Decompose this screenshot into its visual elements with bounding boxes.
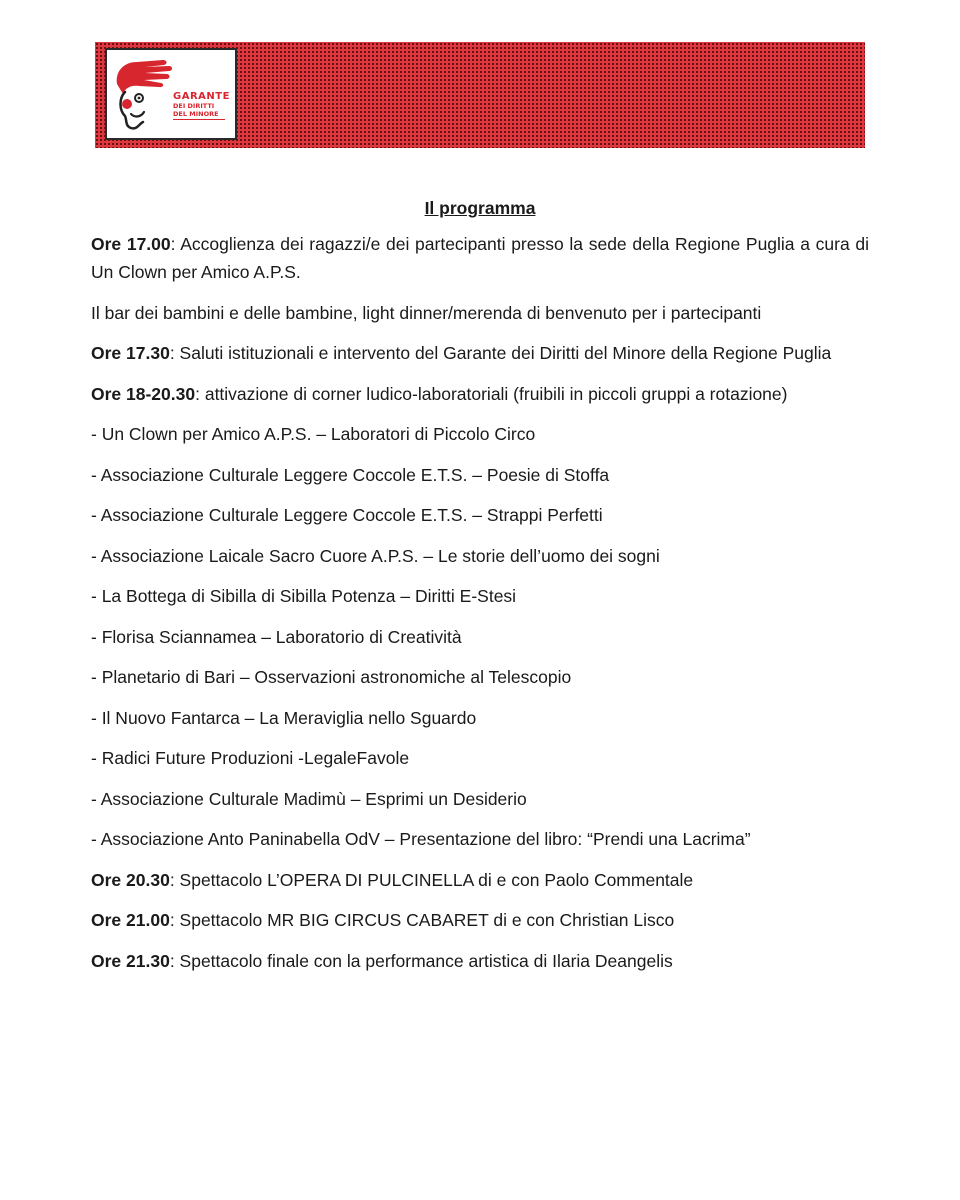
entry-text: : Spettacolo finale con la performance artistica di Ilaria Deangelis [169, 950, 673, 971]
logo-wordmark [173, 92, 237, 120]
entry-1700 [91, 230, 869, 286]
program-content [91, 194, 869, 987]
activity-item: - Un Clown per Amico A.P.S. – Laboratori di Piccolo Circo [91, 424, 536, 444]
entry-time: Ore 21.30 [91, 950, 170, 971]
activity-item: - Il Nuovo Fantarca – La Meraviglia nello Sguardo [91, 707, 477, 728]
entry-2100 [91, 906, 869, 934]
entry-time: Ore 18-20.30 [91, 383, 196, 404]
activity-item: - Associazione Laicale Sacro Cuore A.P.S. – Le storie dell’uomo dei sogni [91, 545, 660, 566]
entry-text: : Spettacolo MR BIG CIRCUS CABARET di e con Christian Lisco [169, 910, 675, 930]
activity-item: - Radici Future Produzioni -LegaleFavole [91, 748, 410, 768]
entry-bar [91, 299, 869, 327]
entry-time: Ore 21.00 [91, 910, 170, 930]
activity-item: - Associazione Culturale Leggere Coccole E.T.S. – Strappi Perfetti [91, 505, 603, 525]
entry-time: Ore 17.00 [91, 234, 171, 254]
clown-hand-logo-icon [111, 54, 175, 136]
entry-text: : Accoglienza dei ragazzi/e dei partecipanti presso la sede della Regione Puglia a cura di Un Clown per Amico A.P.S. [91, 234, 869, 282]
program-title: Il programma [424, 198, 536, 218]
activity-item: - Associazione Anto Paninabella OdV – Presentazione del libro: “Prendi una Lacrima” [91, 829, 751, 849]
entry-18-2030 [91, 380, 869, 408]
entry-2130 [91, 947, 869, 975]
activity-item: - Associazione Culturale Leggere Coccole E.T.S. – Poesie di Stoffa [91, 464, 610, 485]
entry-time: Ore 20.30 [91, 869, 170, 890]
activity-item: - Associazione Culturale Madimù – Esprimi un Desiderio [91, 788, 527, 809]
header-banner [95, 42, 865, 148]
entry-2030 [91, 866, 869, 894]
entry-text: Il bar dei bambini e delle bambine, light dinner/merenda di benvenuto per i partecipanti [91, 302, 762, 323]
activity-item: - La Bottega di Sibilla di Sibilla Potenza – Diritti E-Stesi [91, 586, 517, 606]
activity-item: - Planetario di Bari – Osservazioni astronomiche al Telescopio [91, 667, 572, 687]
activity-item: - Florisa Sciannamea – Laboratorio di Creatività [91, 626, 462, 647]
entry-text: : Spettacolo L’OPERA DI PULCINELLA di e con Paolo Commentale [169, 869, 694, 890]
entry-text: : attivazione di corner ludico-laboratoriali (fruibili in piccoli gruppi a rotazione) [195, 383, 788, 404]
entry-time: Ore 17.30 [91, 343, 170, 363]
entry-text: : Saluti istituzionali e intervento del Garante dei Diritti del Minore della Regione Puglia [169, 343, 832, 363]
logo-underline [173, 119, 225, 120]
entry-1730 [91, 339, 869, 367]
logo [105, 48, 237, 140]
logo-line-3: DEL MINORE [173, 109, 219, 118]
logo-line-2: DEI DIRITTI [173, 102, 215, 110]
logo-line-1: GARANTE [173, 91, 230, 102]
